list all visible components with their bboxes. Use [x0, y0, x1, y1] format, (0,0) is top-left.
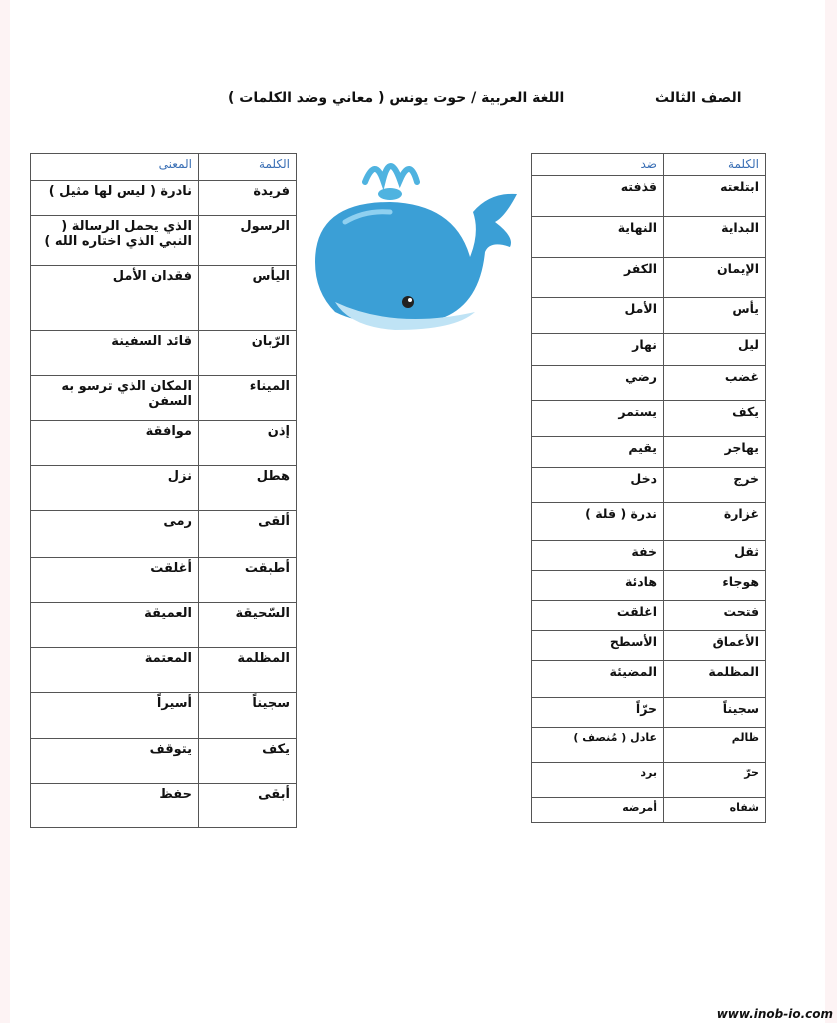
meaning-cell: أسيراً — [31, 693, 199, 739]
table-row — [31, 648, 297, 693]
word-cell: خرج — [664, 468, 766, 503]
col-word: الكلمة — [664, 154, 766, 176]
table-row — [532, 661, 766, 698]
opposite-cell: الأمل — [532, 298, 664, 334]
word-cell: غزارة — [664, 503, 766, 541]
word-cell: يأس — [664, 298, 766, 334]
word-cell: ألقى — [199, 511, 297, 558]
opposites-table — [531, 153, 766, 823]
table-row — [532, 401, 766, 437]
word-cell: الرّبان — [199, 331, 297, 376]
opposite-cell: يقيم — [532, 437, 664, 468]
opposite-cell: الأسطح — [532, 631, 664, 661]
word-cell: هوجاء — [664, 571, 766, 601]
word-cell: هطل — [199, 466, 297, 511]
table-row — [31, 511, 297, 558]
word-cell: الإيمان — [664, 258, 766, 298]
word-cell: يكف — [199, 739, 297, 784]
table-row — [31, 558, 297, 603]
table-row — [532, 763, 766, 798]
opposite-cell: النهاية — [532, 217, 664, 258]
word-cell: غضب — [664, 366, 766, 401]
opposite-cell: نهار — [532, 334, 664, 366]
word-cell: البداية — [664, 217, 766, 258]
opposite-cell: اغلقت — [532, 601, 664, 631]
opposite-cell: ندرة ( قلة ) — [532, 503, 664, 541]
table-row — [532, 571, 766, 601]
meaning-cell: قائد السفينة — [31, 331, 199, 376]
meaning-cell: فقدان الأمل — [31, 266, 199, 331]
word-cell: سجيناً — [199, 693, 297, 739]
table-row — [31, 603, 297, 648]
meaning-cell: نزل — [31, 466, 199, 511]
word-cell: فتحت — [664, 601, 766, 631]
word-cell: اليأس — [199, 266, 297, 331]
footer-url: www.inob-io.com — [716, 1007, 833, 1021]
table-row — [532, 631, 766, 661]
whale-image — [305, 152, 525, 334]
word-cell: أبقى — [199, 784, 297, 828]
table-row — [532, 176, 766, 217]
word-cell: ابتلعته — [664, 176, 766, 217]
table-row — [532, 541, 766, 571]
meaning-cell: أغلقت — [31, 558, 199, 603]
opposite-cell: الكفر — [532, 258, 664, 298]
table-row — [31, 466, 297, 511]
table-row — [532, 334, 766, 366]
table-row — [31, 693, 297, 739]
opposite-cell: يستمر — [532, 401, 664, 437]
meaning-cell: العميقة — [31, 603, 199, 648]
opposite-cell: برد — [532, 763, 664, 798]
word-cell: شفاه — [664, 798, 766, 823]
opposite-cell: قذفته — [532, 176, 664, 217]
word-cell: الرسول — [199, 216, 297, 266]
word-cell: ظالم — [664, 728, 766, 763]
col-opposite: ضد — [532, 154, 664, 176]
meaning-cell: المعتمة — [31, 648, 199, 693]
word-cell: حرّ — [664, 763, 766, 798]
table-row — [532, 601, 766, 631]
word-cell: يهاجر — [664, 437, 766, 468]
table-row — [31, 376, 297, 421]
word-cell: المظلمة — [664, 661, 766, 698]
table-row — [31, 421, 297, 466]
table-row — [31, 266, 297, 331]
grade-label: الصف الثالث — [655, 90, 742, 106]
word-cell: الأعماق — [664, 631, 766, 661]
col-word: الكلمة — [199, 154, 297, 181]
document-title: اللغة العربية / حوت يونس ( معاني وضد الكلمات ) — [228, 90, 565, 106]
opposite-cell: رضي — [532, 366, 664, 401]
word-cell: سجيناً — [664, 698, 766, 728]
opposite-cell: دخل — [532, 468, 664, 503]
table-row — [532, 298, 766, 334]
table-row — [532, 437, 766, 468]
table-row — [31, 739, 297, 784]
table-row — [532, 798, 766, 823]
table-row — [532, 728, 766, 763]
meaning-cell: المكان الذي ترسو به السفن — [31, 376, 199, 421]
word-cell: أطبقت — [199, 558, 297, 603]
meaning-cell: يتوقف — [31, 739, 199, 784]
meaning-cell: نادرة ( ليس لها مثيل ) — [31, 181, 199, 216]
opposite-cell: خفة — [532, 541, 664, 571]
word-cell: فريدة — [199, 181, 297, 216]
col-meaning: المعنى — [31, 154, 199, 181]
word-cell: يكف — [664, 401, 766, 437]
word-cell: الميناء — [199, 376, 297, 421]
word-cell: السّحيقة — [199, 603, 297, 648]
meanings-table — [30, 153, 297, 828]
word-cell: المظلمة — [199, 648, 297, 693]
opposite-cell: هادئة — [532, 571, 664, 601]
word-cell: ثقل — [664, 541, 766, 571]
table-row — [31, 181, 297, 216]
table-row — [532, 468, 766, 503]
meaning-cell: رمى — [31, 511, 199, 558]
word-cell: إذن — [199, 421, 297, 466]
meaning-cell: موافقة — [31, 421, 199, 466]
word-cell: ليل — [664, 334, 766, 366]
table-row — [31, 216, 297, 266]
table-row — [31, 784, 297, 828]
table-row — [532, 698, 766, 728]
opposite-cell: أمرضه — [532, 798, 664, 823]
table-row — [532, 217, 766, 258]
table-row — [532, 503, 766, 541]
table-row — [532, 258, 766, 298]
meaning-cell: حفظ — [31, 784, 199, 828]
table-row — [31, 331, 297, 376]
meaning-cell: الذي يحمل الرسالة ( النبي الذي اختاره الله ) — [31, 216, 199, 266]
opposite-cell: المضيئة — [532, 661, 664, 698]
opposite-cell: حرّاً — [532, 698, 664, 728]
opposite-cell: عادل ( مُنصف ) — [532, 728, 664, 763]
table-row — [532, 366, 766, 401]
